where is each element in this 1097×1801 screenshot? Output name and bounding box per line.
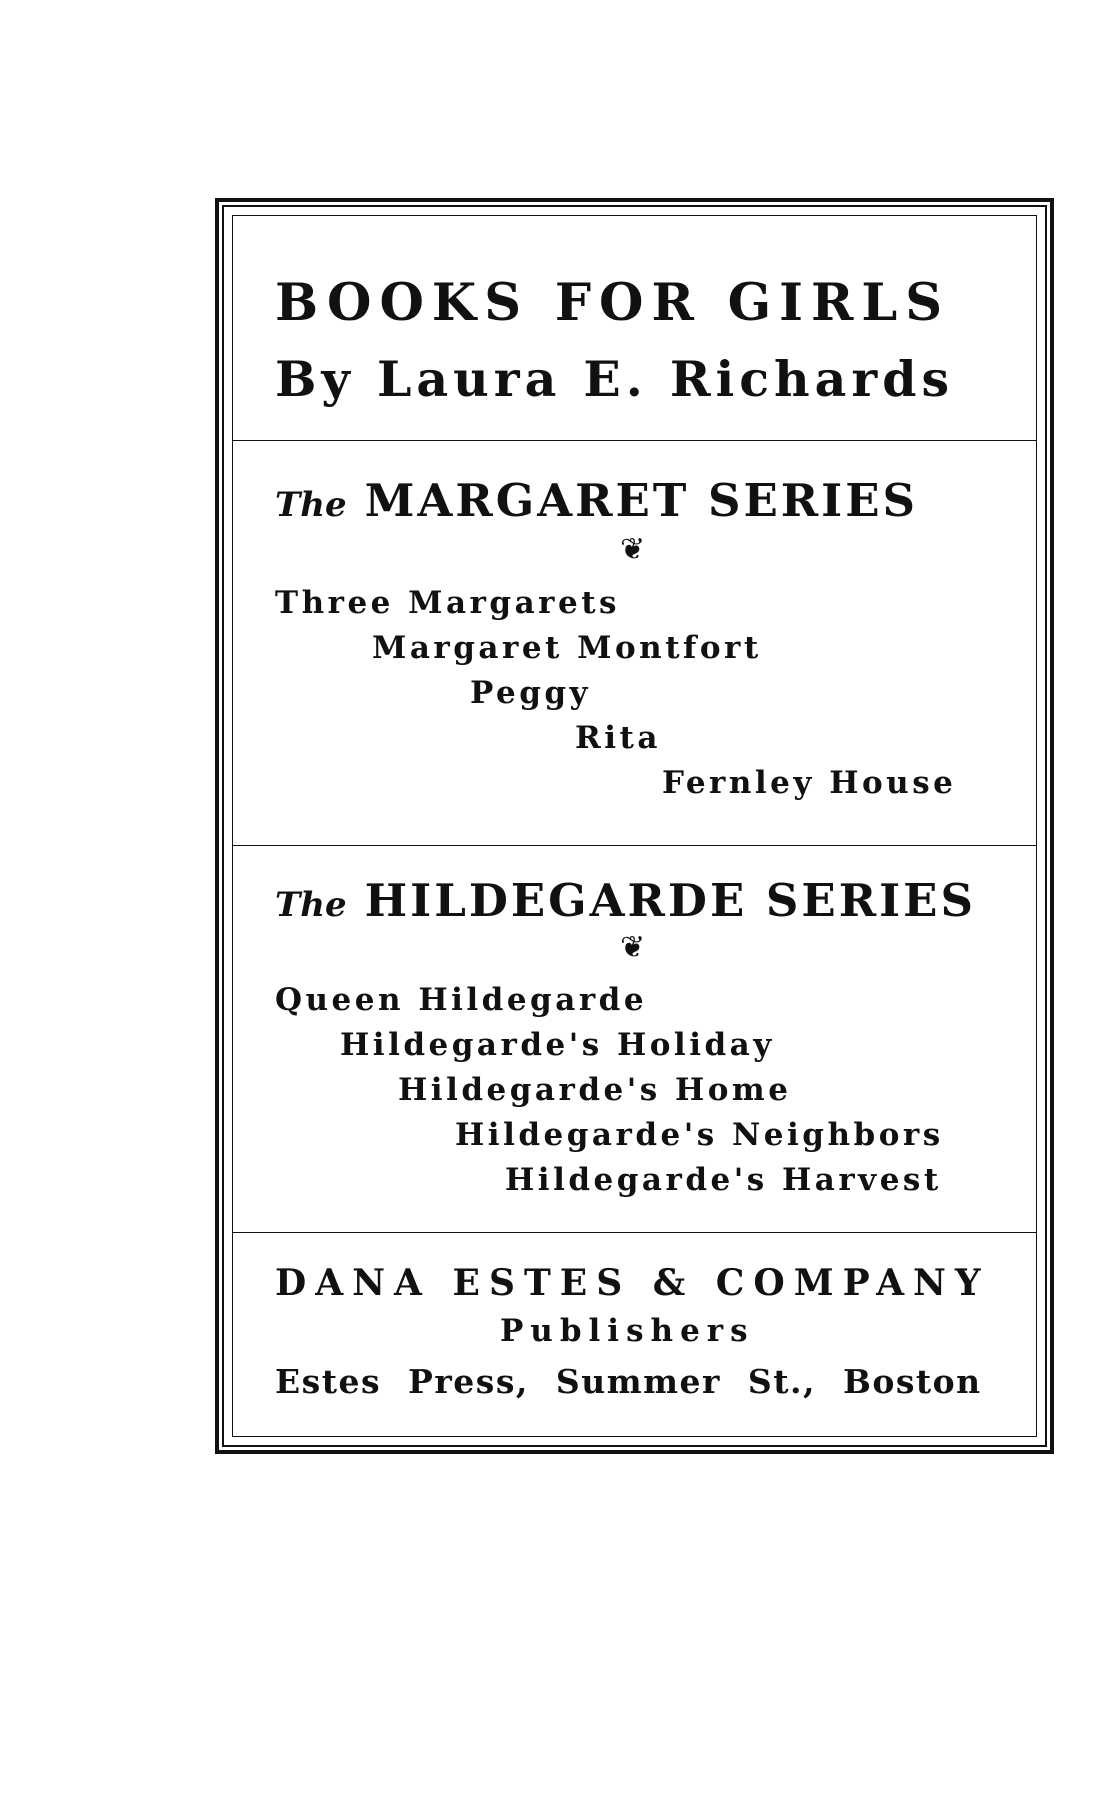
book-title: Fernley House: [662, 765, 957, 801]
book-title: Queen Hildegarde: [275, 982, 648, 1018]
book-title: Hildegarde's Holiday: [340, 1027, 775, 1063]
book-title: Rita: [575, 720, 661, 756]
book-title: Three Margarets: [275, 585, 621, 621]
publisher-role: Publishers: [500, 1313, 755, 1349]
publisher-address: Estes Press, Summer St., Boston: [275, 1362, 982, 1401]
margaret-series-heading: [275, 474, 919, 527]
book-title: Margaret Montfort: [372, 630, 762, 666]
series-prefix: The: [275, 485, 347, 525]
divider: [232, 440, 1037, 441]
page-title: BOOKS FOR GIRLS: [275, 273, 951, 333]
series-title: MARGARET SERIES: [364, 474, 919, 527]
author-line: By Laura E. Richards: [275, 350, 955, 408]
leaf-ornament-icon: ❦: [620, 532, 646, 567]
publisher-name: DANA ESTES & COMPANY: [275, 1262, 990, 1304]
hildegarde-series-heading: [275, 874, 976, 927]
divider: [232, 845, 1037, 846]
series-title: HILDEGARDE SERIES: [364, 874, 976, 927]
series-prefix: The: [275, 885, 347, 925]
book-title: Hildegarde's Home: [398, 1072, 792, 1108]
book-title: Peggy: [470, 675, 592, 711]
book-title: Hildegarde's Neighbors: [455, 1117, 944, 1153]
leaf-ornament-icon: ❦: [620, 930, 646, 965]
divider: [232, 1232, 1037, 1233]
book-title: Hildegarde's Harvest: [505, 1162, 942, 1198]
